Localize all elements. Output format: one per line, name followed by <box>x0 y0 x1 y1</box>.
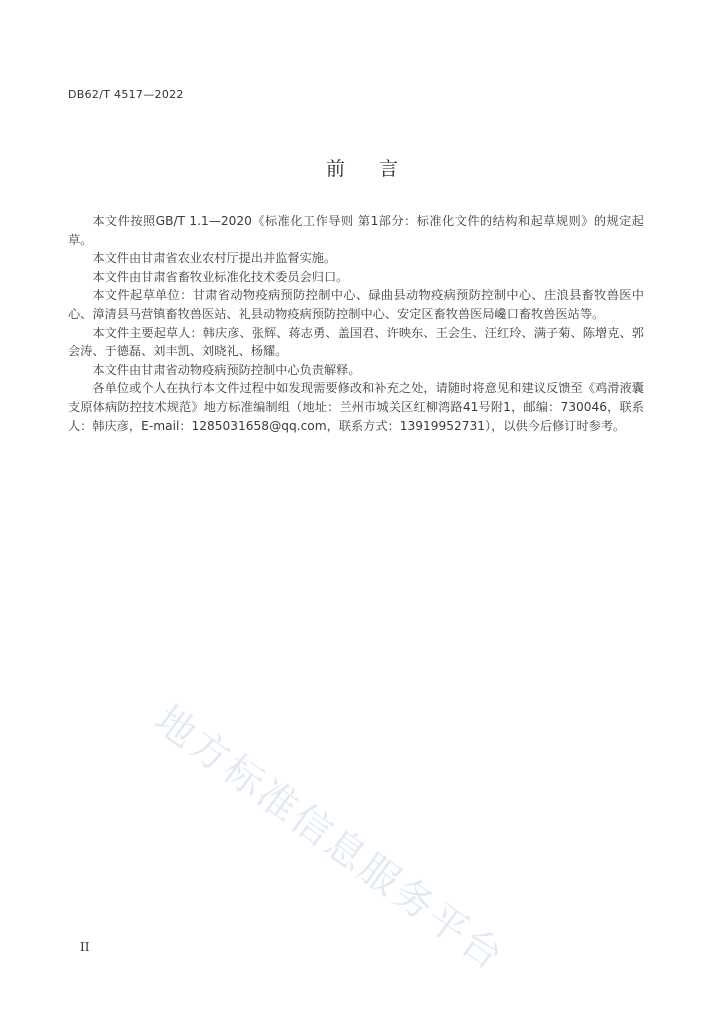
paragraph-interpretation: 本文件由甘肃省动物疫病预防控制中心负责解释。 <box>92 362 361 377</box>
watermark-text: 地方标准信息服务平台 <box>146 697 513 981</box>
foreword-body <box>68 212 644 435</box>
paragraph-feedback: 各单位或个人在执行本文件过程中如发现需要修改和补充之处，请随时将意见和建议反馈至《鸡滑液囊支原体病防控技术规范》地方标准编制组（地址：兰州市城关区红柳湾路41号附1，邮编：730046，联系人：韩庆彦，E-mail：1285031658@qq.com，联系方式：13919952731），以供今后修订时参考。 <box>68 381 644 433</box>
paragraph-drafting-rules: 本文件按照GB/T 1.1—2020《标准化工作导则 第1部分：标准化文件的结构和起草规则》的规定起草。 <box>68 214 644 247</box>
document-code: DB62/T 4517—2022 <box>68 88 184 101</box>
paragraph-committee: 本文件由甘肃省畜牧业标准化技术委员会归口。 <box>92 269 349 284</box>
paragraph-proposer: 本文件由甘肃省农业农村厅提出并监督实施。 <box>92 251 337 266</box>
paragraph-drafters: 本文件主要起草人：韩庆彦、张辉、蒋志勇、盖国君、许映东、王会生、汪红玲、满子菊、陈增克、郭会涛、于德磊、刘丰凯、刘晓礼、杨耀。 <box>68 325 644 359</box>
page-number: II <box>80 940 90 954</box>
page-title: 前言 <box>325 158 432 180</box>
paragraph-drafting-units: 本文件起草单位：甘肃省动物疫病预防控制中心、碌曲县动物疫病预防控制中心、庄浪县畜牧兽医中心、漳清县马营镇畜牧兽医站、礼县动物疫病预防控制中心、安定区畜牧兽医局巉口畜牧兽医站等。 <box>68 288 644 321</box>
